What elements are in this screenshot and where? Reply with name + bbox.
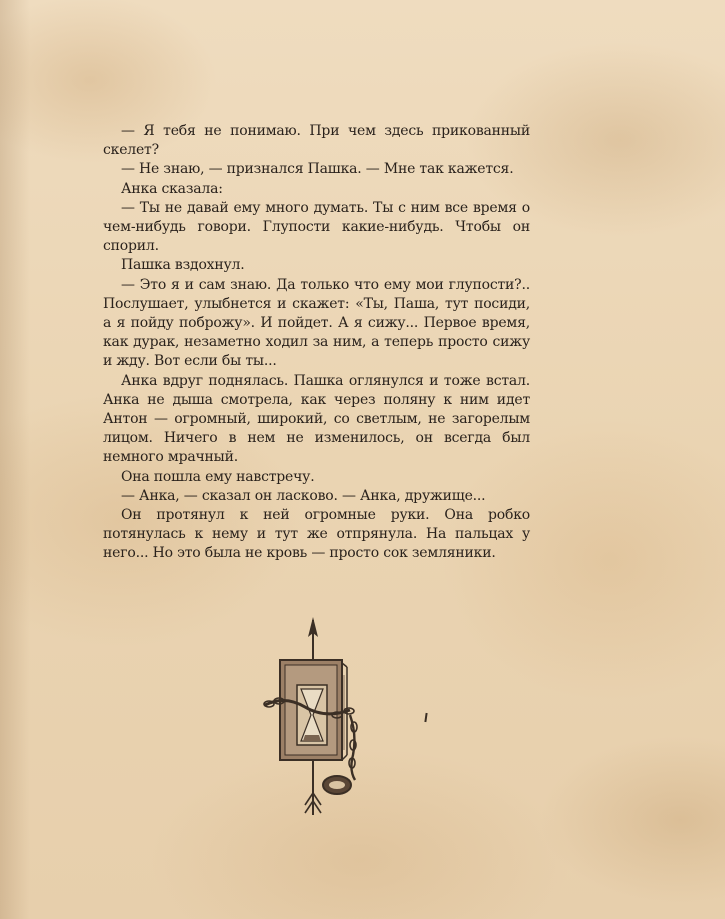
paragraph: — Ты не давай ему много думать. Ты с ним все время о чем-нибудь говори. Глупости какие-нибудь. Чтобы он спорил.	[103, 199, 530, 255]
book-hourglass-chain-arrow-icon	[255, 615, 375, 825]
paragraph: Она пошла ему навстречу.	[121, 468, 315, 485]
paragraph: — Анка, — сказал он ласково. — Анка, дружище...	[121, 487, 486, 504]
page-spine-shadow	[0, 0, 30, 919]
paragraph: — Я тебя не понимаю. При чем здесь прикованный скелет?	[103, 123, 530, 159]
paragraph: Анка вдруг поднялась. Пашка оглянулся и тоже встал. Анка не дыша смотрела, как через поляну к ним идет Антон — огромный, широкий, со светлым, не загорелым лицом. Ничего в нем не изменилось, он всегда был немного мрачный.	[103, 372, 530, 466]
paragraph: Он протянул к ней огромные руки. Она робко потянулась к нему и тут же отпрянула. На пальцах у него... Но это была не кровь — просто сок земляники.	[103, 507, 530, 562]
paragraph: — Не знаю, — признался Пашка. — Мне так кажется.	[121, 161, 514, 178]
text-body	[103, 122, 530, 564]
paragraph: Пашка вздохнул.	[121, 257, 245, 274]
paragraph: Анка сказала:	[121, 180, 223, 197]
paragraph: — Это я и сам знаю. Да только что ему мои глупости?.. Послушает, улыбнется и скажет: «Ты, Паша, тут посиди, а я пойду поброжу». И пойдет. А я сижу... Первое время, как дурак, незаметно ходил за ним, а теперь просто сижу и жду. Вот если бы ты...	[103, 276, 530, 370]
ink-speck	[424, 713, 427, 722]
